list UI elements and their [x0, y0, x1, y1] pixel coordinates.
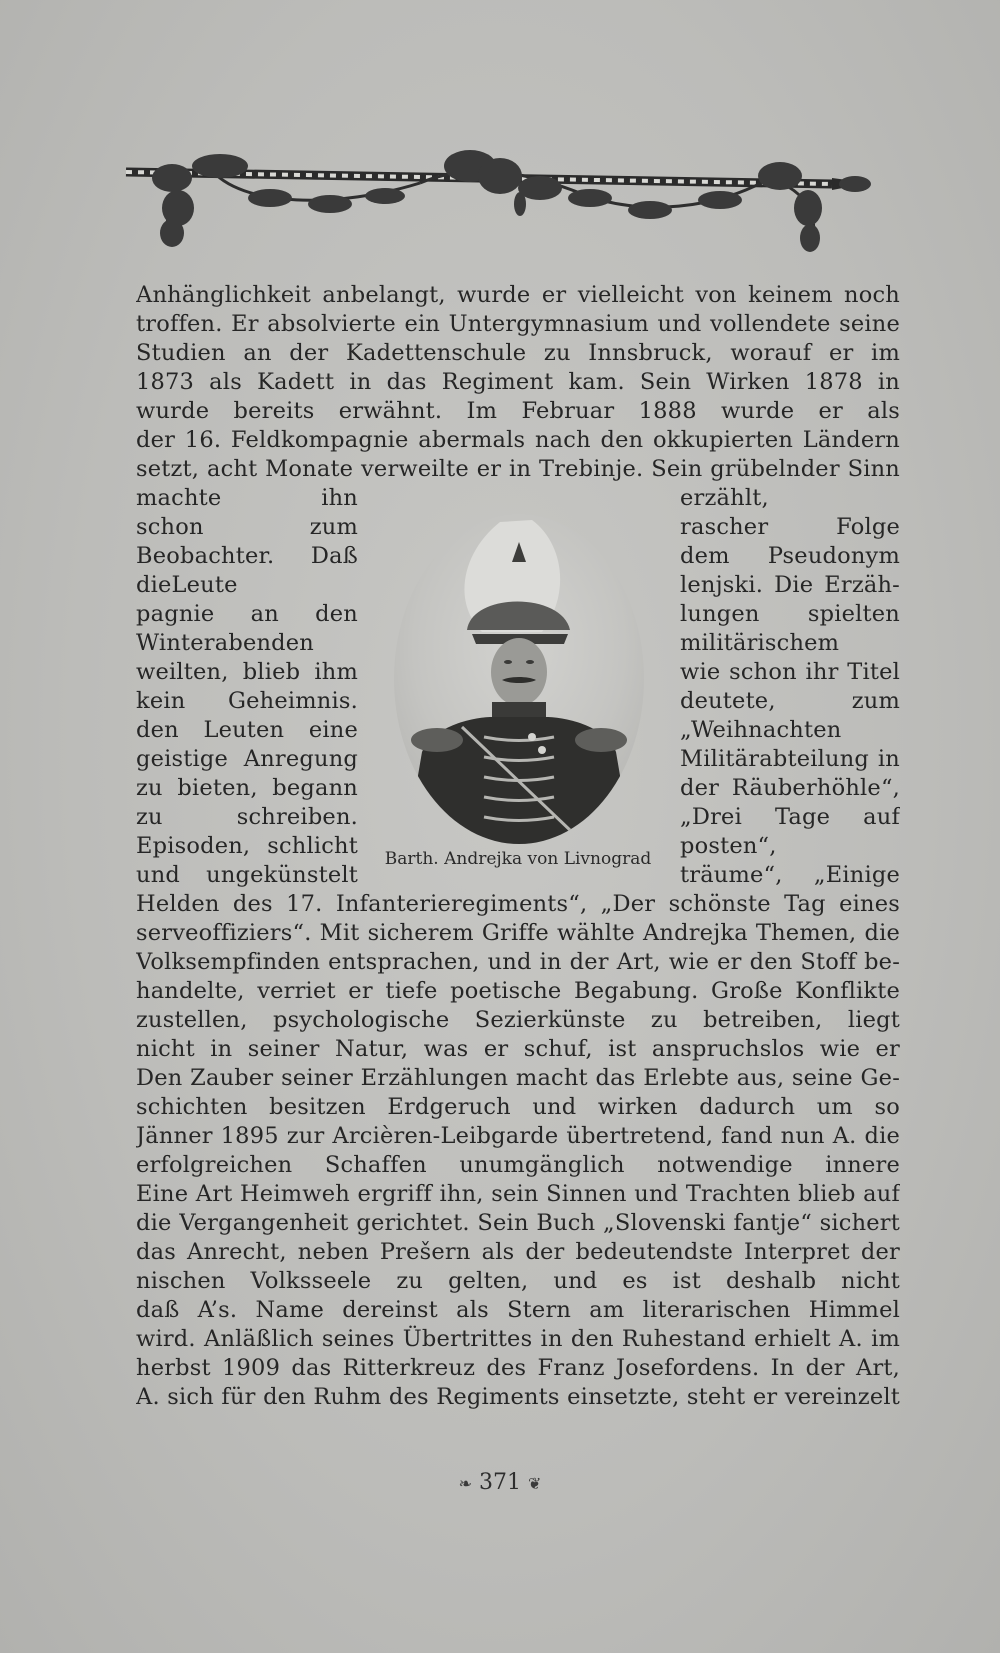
text-line: Jänner 1895 zur Arcièren-Leibgarde übertretend, fand nun A. die [136, 1123, 900, 1149]
text-line: herbst 1909 das Ritterkreuz des Franz Josefordens. In der Art, [136, 1355, 900, 1381]
page-number [400, 1470, 600, 1495]
left-column-line: Episoden, schlicht [136, 833, 358, 859]
text-line: Studien an der Kadettenschule zu Innsbruck, worauf er im [136, 340, 900, 366]
right-column-line: deutete, zum [680, 688, 900, 714]
right-column-line: lungen spielten [680, 601, 900, 627]
right-column-line: militärischem [680, 630, 840, 656]
left-column-line: weilten, blieb ihm [136, 659, 358, 685]
text-line: Volksempfinden entsprachen, und in der Art, wie er den Stoff be- [136, 949, 900, 975]
right-column-line: lenjski. Die Erzäh- [680, 572, 900, 598]
right-column-line: Militärabteilung in [680, 746, 900, 772]
text-line: nischen Volksseele zu gelten, und es ist deshalb nicht [136, 1268, 900, 1294]
left-column-line: schon zum [136, 514, 358, 540]
left-column-line: zu schreiben. [136, 804, 358, 830]
text-line: Anhänglichkeit anbelangt, wurde er vielleicht von keinem noch [136, 282, 900, 308]
left-column-line: Winterabenden [136, 630, 314, 656]
page-number-value: 371 [479, 1470, 521, 1495]
text-line: Eine Art Heimweh ergriff ihn, sein Sinnen und Trachten blieb auf [136, 1181, 900, 1207]
text-line: serveoffiziers“. Mit sicherem Griffe wählte Andrejka Themen, die [136, 920, 900, 946]
text-line: nicht in seiner Natur, was er schuf, ist anspruchslos wie er [136, 1036, 900, 1062]
right-column-line: erzählt, [680, 485, 769, 511]
garland-flagpole-icon [120, 138, 920, 268]
right-flourish-icon: ❦ [528, 1474, 542, 1493]
officer-portrait-icon [392, 512, 646, 846]
text-line: erfolgreichen Schaffen unumgänglich notwendige innere [136, 1152, 900, 1178]
left-column-line: dieLeute [136, 572, 238, 598]
portrait-caption: Barth. Andrejka von Livnograd [384, 849, 652, 869]
left-column-line: pagnie an den [136, 601, 358, 627]
text-line: wurde bereits erwähnt. Im Februar 1888 wurde er als [136, 398, 900, 424]
text-line: setzt, acht Monate verweilte er in Trebinje. Sein grübelnder Sinn [136, 456, 900, 482]
right-column-line: träume“, „Einige [680, 862, 900, 888]
left-column-line: machte ihn [136, 485, 358, 511]
right-column-line: „Drei Tage auf [680, 804, 900, 830]
text-line: daß A’s. Name dereinst als Stern am literarischen Himmel [136, 1297, 900, 1323]
left-column-line: kein Geheimnis. [136, 688, 358, 714]
left-column-line: Beobachter. Daß [136, 543, 358, 569]
text-line: troffen. Er absolvierte ein Untergymnasium und vollendete seine [136, 311, 900, 337]
left-column-line: geistige Anregung [136, 746, 358, 772]
text-line: A. sich für den Ruhm des Regiments einsetzte, steht er vereinzelt [136, 1384, 900, 1410]
right-column-line: rascher Folge [680, 514, 900, 540]
right-column-line: posten“, [680, 833, 777, 859]
left-column-line: den Leuten eine [136, 717, 358, 743]
right-column-line: „Weihnachten [680, 717, 842, 743]
right-column-line: wie schon ihr Titel [680, 659, 900, 685]
right-column-line: dem Pseudonym [680, 543, 900, 569]
text-line: handelte, verriet er tiefe poetische Begabung. Große Konflikte [136, 978, 900, 1004]
text-line: 1873 als Kadett in das Regiment kam. Sein Wirken 1878 in [136, 369, 900, 395]
text-line: der 16. Feldkompagnie abermals nach den okkupierten Ländern [136, 427, 900, 453]
text-line: zustellen, psychologische Sezierkünste zu betreiben, liegt [136, 1007, 900, 1033]
text-line: das Anrecht, neben Prešern als der bedeutendste Interpret der [136, 1239, 900, 1265]
left-column-line: und ungekünstelt [136, 862, 358, 888]
text-line: die Vergangenheit gerichtet. Sein Buch „Slovenski fantje“ sichert [136, 1210, 900, 1236]
left-column-line: zu bieten, begann [136, 775, 358, 801]
right-column-line: der Räuberhöhle“, [680, 775, 900, 801]
text-line: wird. Anläßlich seines Übertrittes in den Ruhestand erhielt A. im [136, 1326, 900, 1352]
text-line: Helden des 17. Infanterieregiments“, „Der schönste Tag eines [136, 891, 900, 917]
text-line: Den Zauber seiner Erzählungen macht das Erlebte aus, seine Ge- [136, 1065, 900, 1091]
left-flourish-icon: ❧ [458, 1474, 472, 1493]
text-line: schichten besitzen Erdgeruch und wirken dadurch um so [136, 1094, 900, 1120]
